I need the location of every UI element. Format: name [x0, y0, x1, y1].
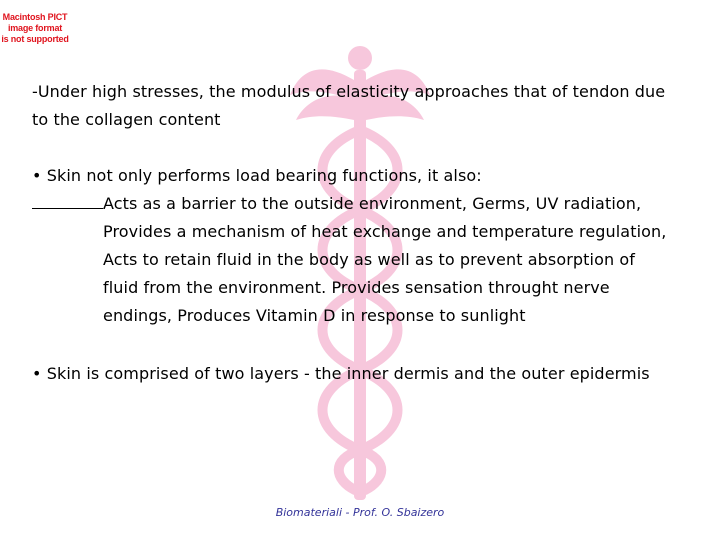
function-list: [32, 190, 702, 330]
bullet-intro: • Skin not only performs load bearing functions, it also:: [32, 166, 482, 185]
placeholder-line: Macintosh PICT: [2, 12, 68, 22]
text-line: -Under high stresses, the modulus of elasticity approaches that of tendon due: [32, 82, 666, 101]
function-line: Provides a mechanism of heat exchange and temperature regulation,: [103, 222, 667, 241]
function-text: Acts as a barrier to the outside environment, Germs, UV radiation,: [103, 194, 642, 213]
bullet-text: • Skin is comprised of two layers - the inner dermis and the outer epidermis: [32, 364, 650, 383]
function-line: [103, 190, 702, 218]
placeholder-line: is not supported: [1, 34, 69, 44]
function-line: endings, Produces Vitamin D in response to sunlight: [103, 306, 526, 325]
paragraph-skin-functions: [32, 162, 702, 330]
unsupported-image-placeholder: [0, 12, 70, 45]
placeholder-line: image format: [7, 23, 63, 33]
function-line: fluid from the environment. Provides sensation throught nerve: [103, 278, 610, 297]
function-line: Acts to retain fluid in the body as well as to prevent absorption of: [103, 250, 636, 269]
blank-underline: [32, 190, 103, 209]
footer: [0, 506, 720, 519]
text-line: to the collagen content: [32, 110, 221, 129]
paragraph-skin-layers: [32, 360, 712, 388]
paragraph-modulus: [32, 78, 702, 134]
footer-text: Biomateriali - Prof. O. Sbaizero: [275, 506, 445, 519]
